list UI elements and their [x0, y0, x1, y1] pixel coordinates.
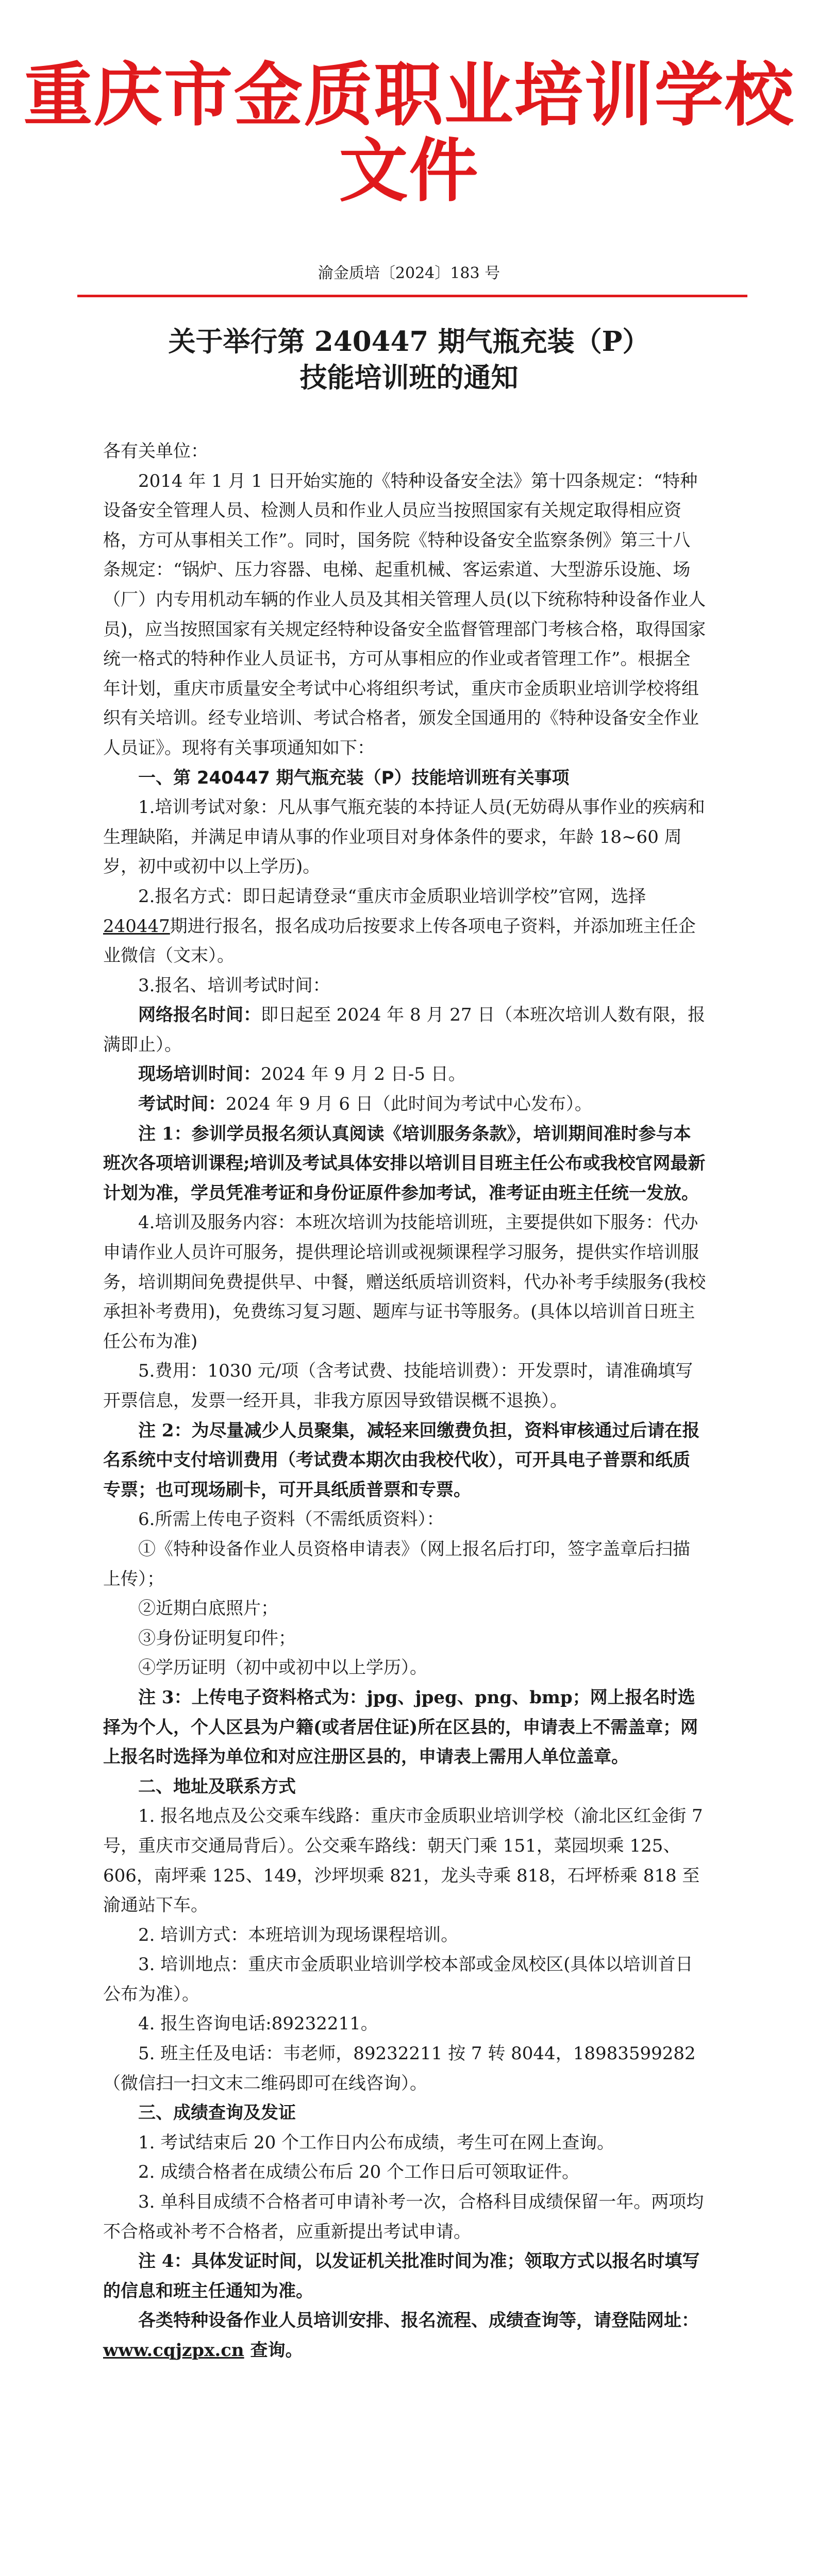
item-3-2: 2. 成绩合格者在成绩公布后 20 个工作日后可领取证件。 — [138, 2162, 580, 2183]
item-1-4: 4.培训及服务内容：本班次培训为技能培训班，主要提供如下服务：代办申请作业人员许可服务，提供理论培训或视频课程学习服务，提供实作培训服务，培训期间免费提供早、中餐，赠送纸质培训资料，代办补考手续服务(我校承担补考费用)，免费练习复习题、题库与证书等服务。(具体以培训首日班主任公布为准) — [103, 1212, 706, 1352]
upload-item-3: ③身份证明复印件； — [138, 1628, 296, 1649]
red-divider — [77, 295, 747, 297]
item-2-2: 2. 培训方式：本班培训为现场课程培训。 — [138, 1924, 459, 1945]
website-link[interactable]: www.cqjzpx.cn — [103, 2340, 244, 2361]
upload-item-4: ④学历证明（初中或初中以上学历）。 — [138, 1657, 427, 1679]
note-1: 注 1：参训学员报名须认真阅读《培训服务条款》，培训期间准时参与本班次各项培训课程;培训及考试具体安排以培训目目班主任公布或我校官网最新计划为准，学员凭准考证和身份证原件参加考试，准考证由班主任统一发放。 — [103, 1123, 706, 1204]
notice-subject — [0, 324, 818, 396]
period-number: 240447 — [103, 916, 170, 937]
section-2-heading: 二、地址及联系方式 — [138, 1776, 296, 1797]
onsite-training-value: 2024 年 9 月 2 日-5 日。 — [261, 1064, 466, 1085]
item-2-3: 3. 培训地点：重庆市金质职业培训学校本部或金凤校区(具体以培训首日公布为准）。 — [103, 1954, 693, 2005]
online-registration-time — [103, 1001, 706, 1060]
item-1-6: 6.所需上传电子资料（不需纸质资料）： — [138, 1509, 444, 1530]
section-3-heading: 三、成绩查询及发证 — [138, 2103, 296, 2124]
upload-item-1: ①《特种设备作业人员资格申请表》（网上报名后打印，签字盖章后扫描上传）； — [103, 1538, 690, 1589]
onsite-training-label: 现场培训时间： — [138, 1064, 261, 1085]
note-4: 注 4：具体发证时间，以发证机关批准时间为准；领取方式以报名时填写的信息和班主任通知为准。 — [103, 2251, 700, 2301]
item-1-3: 3.报名、培训考试时间： — [138, 975, 330, 996]
item-2-5: 5. 班主任及电话：韦老师，89232211 按 7 转 8044，18983599282（微信扫一扫文末二维码即可在线咨询）。 — [103, 2043, 696, 2094]
item-1-2-text-b: 期进行报名，报名成功后按要求上传各项电子资料，并添加班主任企业微信（文末）。 — [103, 916, 696, 967]
item-1-5: 5.费用：1030 元/项（含考试费、技能培训费）：开发票时，请准确填写开票信息，发票一经开具，非我方原因导致错误概不退换）。 — [103, 1361, 693, 1411]
note-2: 注 2：为尽量减少人员聚集，减轻来回缴费负担，资料审核通过后请在报名系统中支付培训费用（考试费本期次由我校代收），可开具电子普票和纸质专票；也可现场刷卡，可开具纸质普票和专票。 — [103, 1420, 700, 1500]
item-1-1: 1.培训考试对象：凡从事气瓶充装的本持证人员(无妨碍从事作业的疾病和生理缺陷，并满足申请从事的作业项目对身体条件的要求，年龄 18~60 周岁，初中或初中以上学历)。 — [103, 797, 705, 877]
closing-text-a: 各类特种设备作业人员培训安排、报名流程、成绩查询等，请登陆网址： — [138, 2310, 699, 2331]
subject-line-1: 关于举行第 240447 期气瓶充装（P） — [168, 326, 650, 358]
online-registration-label: 网络报名时间： — [138, 1005, 261, 1026]
section-1-heading: 一、第 240447 期气瓶充装（P）技能培训班有关事项 — [138, 767, 570, 788]
item-3-1: 1. 考试结束后 20 个工作日内公布成绩，考生可在网上查询。 — [138, 2132, 615, 2153]
exam-time-value: 2024 年 9 月 6 日（此时间为考试中心发布）。 — [226, 1094, 592, 1115]
intro-paragraph: 2014 年 1 月 1 日开始实施的《特种设备安全法》第十四条规定：“特种设备安全管理人员、检测人员和作业人员应当按照国家有关规定取得相应资格，方可从事相关工作”。同时，国务院《特种设备安全监察条例》第三十八条规定：“锅炉、压力容器、电梯、起重机械、客运索道、大型游乐设施、场（厂）内专用机动车辆的作业人员及其相关管理人员(以下统称特种设备作业人员)，应当按照国家有关规定经特种设备安全监督管理部门考核合格，取得国家统一格式的特种作业人员证书，方可从事相应的作业或者管理工作”。根据全年计划，重庆市质量安全考试中心将组织考试，重庆市金质职业培训学校将组织有关培训。经专业培训、考试合格者，颁发全国通用的《特种设备安全作业人员证》。现将有关事项通知如下： — [103, 470, 706, 758]
issuer-title: 重庆市金质职业培训学校文件 — [23, 55, 795, 212]
subject-line-2: 技能培训班的通知 — [299, 362, 519, 394]
exam-time — [103, 1090, 706, 1120]
exam-time-label: 考试时间： — [138, 1094, 226, 1115]
closing-paragraph — [103, 2306, 706, 2365]
closing-text-b: 查询。 — [244, 2340, 303, 2361]
online-registration-value: 即日起至 2024 年 8 月 27 日（本班次培训人数有限，报满即止）。 — [103, 1005, 706, 1055]
upload-item-2: ②近期白底照片； — [138, 1598, 278, 1619]
doc-number: 渝金质培〔2024〕183 号 — [318, 264, 500, 282]
note-3: 注 3：上传电子资料格式为：jpg、jpeg、png、bmp；网上报名时选择为个人，个人区县为户籍(或者居住证)所在区县的，申请表上不需盖章；网上报名时选择为单位和对应注册区县的，申请表上需用人单位盖章。 — [103, 1687, 698, 1768]
item-2-4: 4. 报生咨询电话:89232211。 — [138, 2013, 378, 2035]
notice-body — [103, 437, 706, 2366]
salutation: 各有关单位： — [103, 441, 208, 462]
item-3-3: 3. 单科目成绩不合格者可申请补考一次，合格科目成绩保留一年。两项均不合格或补考不合格者，应重新提出考试申请。 — [103, 2192, 704, 2242]
onsite-training-time — [103, 1060, 706, 1090]
item-2-1: 1. 报名地点及公交乘车线路：重庆市金质职业培训学校（渝北区红金街 7 号，重庆市交通局背后）。公交乘车路线：朝天门乘 151，菜园坝乘 125、606，南坪乘 125、149，沙坪坝乘 821，龙头寺乘 818，石坪桥乘 818 至渝通站下车。 — [103, 1806, 703, 1916]
item-1-2-text-a: 2.报名方式：即日起请登录“重庆市金质职业培训学校”官网，选择 — [138, 886, 646, 907]
item-1-2 — [103, 882, 706, 971]
